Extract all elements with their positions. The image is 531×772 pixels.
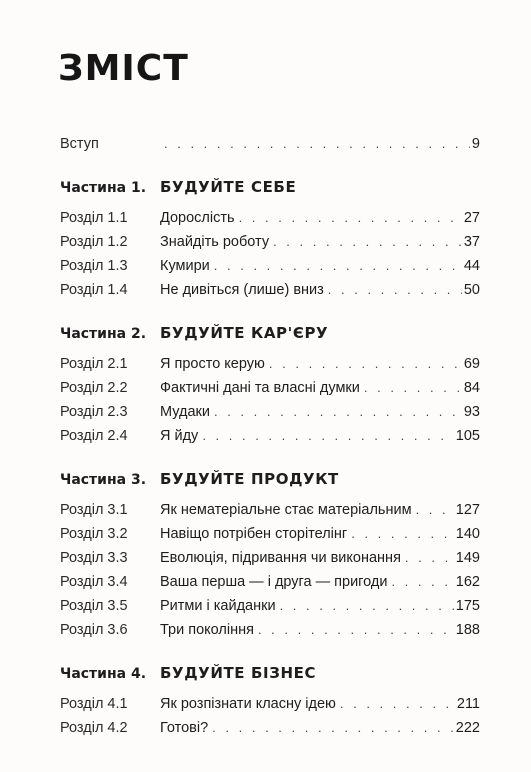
chapter-page: 44 xyxy=(463,258,480,274)
page-title: ЗМІСТ xyxy=(58,48,189,89)
dot-leader xyxy=(214,404,462,419)
chapter-title: Навіщо потрібен сторітелінг xyxy=(160,526,348,542)
chapter-title: Я йду xyxy=(160,428,199,444)
chapter-page: 149 xyxy=(455,550,480,566)
dot-leader xyxy=(391,574,453,589)
dot-leader xyxy=(202,428,453,443)
part-name: БУДУЙТЕ БІЗНЕС xyxy=(160,664,317,682)
part-label: Частина 4. xyxy=(60,666,147,682)
chapter-page: 84 xyxy=(463,380,480,396)
dot-leader xyxy=(416,502,454,517)
chapter-number: Розділ 2.1 xyxy=(60,356,128,372)
chapter-number: Розділ 1.2 xyxy=(60,234,128,250)
chapter-page: 27 xyxy=(463,210,480,226)
chapter-page: 69 xyxy=(463,356,480,372)
toc-part xyxy=(60,664,480,744)
dot-leader xyxy=(212,720,454,735)
chapter-number: Розділ 3.1 xyxy=(60,502,128,518)
chapter-title: Кумири xyxy=(160,258,210,274)
part-name: БУДУЙТЕ СЕБЕ xyxy=(160,178,297,196)
toc-entry-chapter[interactable] xyxy=(60,428,480,452)
part-label: Частина 2. xyxy=(60,326,147,342)
dot-leader xyxy=(351,526,454,541)
chapter-page: 175 xyxy=(455,598,480,614)
dot-leader xyxy=(258,622,454,637)
dot-leader xyxy=(280,598,454,613)
toc-part xyxy=(60,470,480,646)
chapter-number: Розділ 4.1 xyxy=(60,696,128,712)
chapter-page: 93 xyxy=(463,404,480,420)
part-heading[interactable] xyxy=(60,470,480,496)
chapter-page: 50 xyxy=(463,282,480,298)
chapter-title: Три покоління xyxy=(160,622,254,638)
part-name: БУДУЙТЕ КАР'ЄРУ xyxy=(160,324,329,342)
part-heading[interactable] xyxy=(60,324,480,350)
chapter-title: Дорослість xyxy=(160,210,235,226)
toc-entry-chapter[interactable] xyxy=(60,598,480,622)
part-heading[interactable] xyxy=(60,664,480,690)
chapter-number: Розділ 2.2 xyxy=(60,380,128,396)
chapter-page: 105 xyxy=(455,428,480,444)
chapter-number: Розділ 3.4 xyxy=(60,574,128,590)
chapter-title: Знайдіть роботу xyxy=(160,234,270,250)
toc-entry-chapter[interactable] xyxy=(60,574,480,598)
toc-entry-chapter[interactable] xyxy=(60,210,480,234)
toc-entry-chapter[interactable] xyxy=(60,622,480,646)
toc-entry-chapter[interactable] xyxy=(60,380,480,404)
chapter-page: 162 xyxy=(455,574,480,590)
chapter-number: Розділ 3.3 xyxy=(60,550,128,566)
part-label: Частина 1. xyxy=(60,180,147,196)
toc-entry-chapter[interactable] xyxy=(60,720,480,744)
table-of-contents xyxy=(60,136,480,744)
chapter-number: Розділ 2.4 xyxy=(60,428,128,444)
chapter-page: 222 xyxy=(455,720,480,736)
dot-leader xyxy=(239,210,462,225)
toc-entry-intro[interactable] xyxy=(60,136,480,160)
toc-entry-chapter[interactable] xyxy=(60,234,480,258)
dot-leader xyxy=(214,258,462,273)
chapter-title: Я просто керую xyxy=(160,356,265,372)
toc-entry-chapter[interactable] xyxy=(60,282,480,306)
toc-entry-chapter[interactable] xyxy=(60,696,480,720)
chapter-number: Розділ 1.1 xyxy=(60,210,128,226)
chapter-number: Розділ 3.2 xyxy=(60,526,128,542)
chapter-page: 140 xyxy=(455,526,480,542)
chapter-page: 211 xyxy=(456,696,480,712)
dot-leader xyxy=(405,550,454,565)
chapter-number: Розділ 2.3 xyxy=(60,404,128,420)
chapter-title: Фактичні дані та власні думки xyxy=(160,380,360,396)
part-heading[interactable] xyxy=(60,178,480,204)
chapter-page: 188 xyxy=(455,622,480,638)
dot-leader xyxy=(164,136,470,151)
dot-leader xyxy=(273,234,462,249)
chapter-title: Не дивіться (лише) вниз xyxy=(160,282,324,298)
dot-leader xyxy=(269,356,462,371)
toc-entry-chapter[interactable] xyxy=(60,404,480,428)
dot-leader xyxy=(328,282,462,297)
chapter-title: Готові? xyxy=(160,720,209,736)
chapter-number: Розділ 1.3 xyxy=(60,258,128,274)
chapter-title: Ритми і кайданки xyxy=(160,598,276,614)
toc-entry-chapter[interactable] xyxy=(60,502,480,526)
toc-part xyxy=(60,324,480,452)
toc-entry-chapter[interactable] xyxy=(60,526,480,550)
chapter-number: Розділ 4.2 xyxy=(60,720,128,736)
chapter-title: Ваша перша — і друга — пригоди xyxy=(160,574,388,590)
part-name: БУДУЙТЕ ПРОДУКТ xyxy=(160,470,339,488)
toc-entry-page: 9 xyxy=(471,136,480,152)
chapter-page: 127 xyxy=(455,502,480,518)
chapter-title: Мудаки xyxy=(160,404,210,420)
dot-leader xyxy=(364,380,462,395)
part-label: Частина 3. xyxy=(60,472,147,488)
toc-entry-chapter[interactable] xyxy=(60,550,480,574)
chapter-title: Як розпізнати класну ідею xyxy=(160,696,336,712)
toc-entry-chapter[interactable] xyxy=(60,258,480,282)
chapter-number: Розділ 1.4 xyxy=(60,282,128,298)
chapter-title: Еволюція, підривання чи виконання xyxy=(160,550,401,566)
toc-entry-title: Вступ xyxy=(60,136,99,152)
chapter-number: Розділ 3.6 xyxy=(60,622,128,638)
chapter-page: 37 xyxy=(463,234,480,250)
toc-part xyxy=(60,178,480,306)
toc-entry-chapter[interactable] xyxy=(60,356,480,380)
chapter-number: Розділ 3.5 xyxy=(60,598,128,614)
chapter-title: Як нематеріальне стає матеріальним xyxy=(160,502,412,518)
dot-leader xyxy=(340,696,455,711)
